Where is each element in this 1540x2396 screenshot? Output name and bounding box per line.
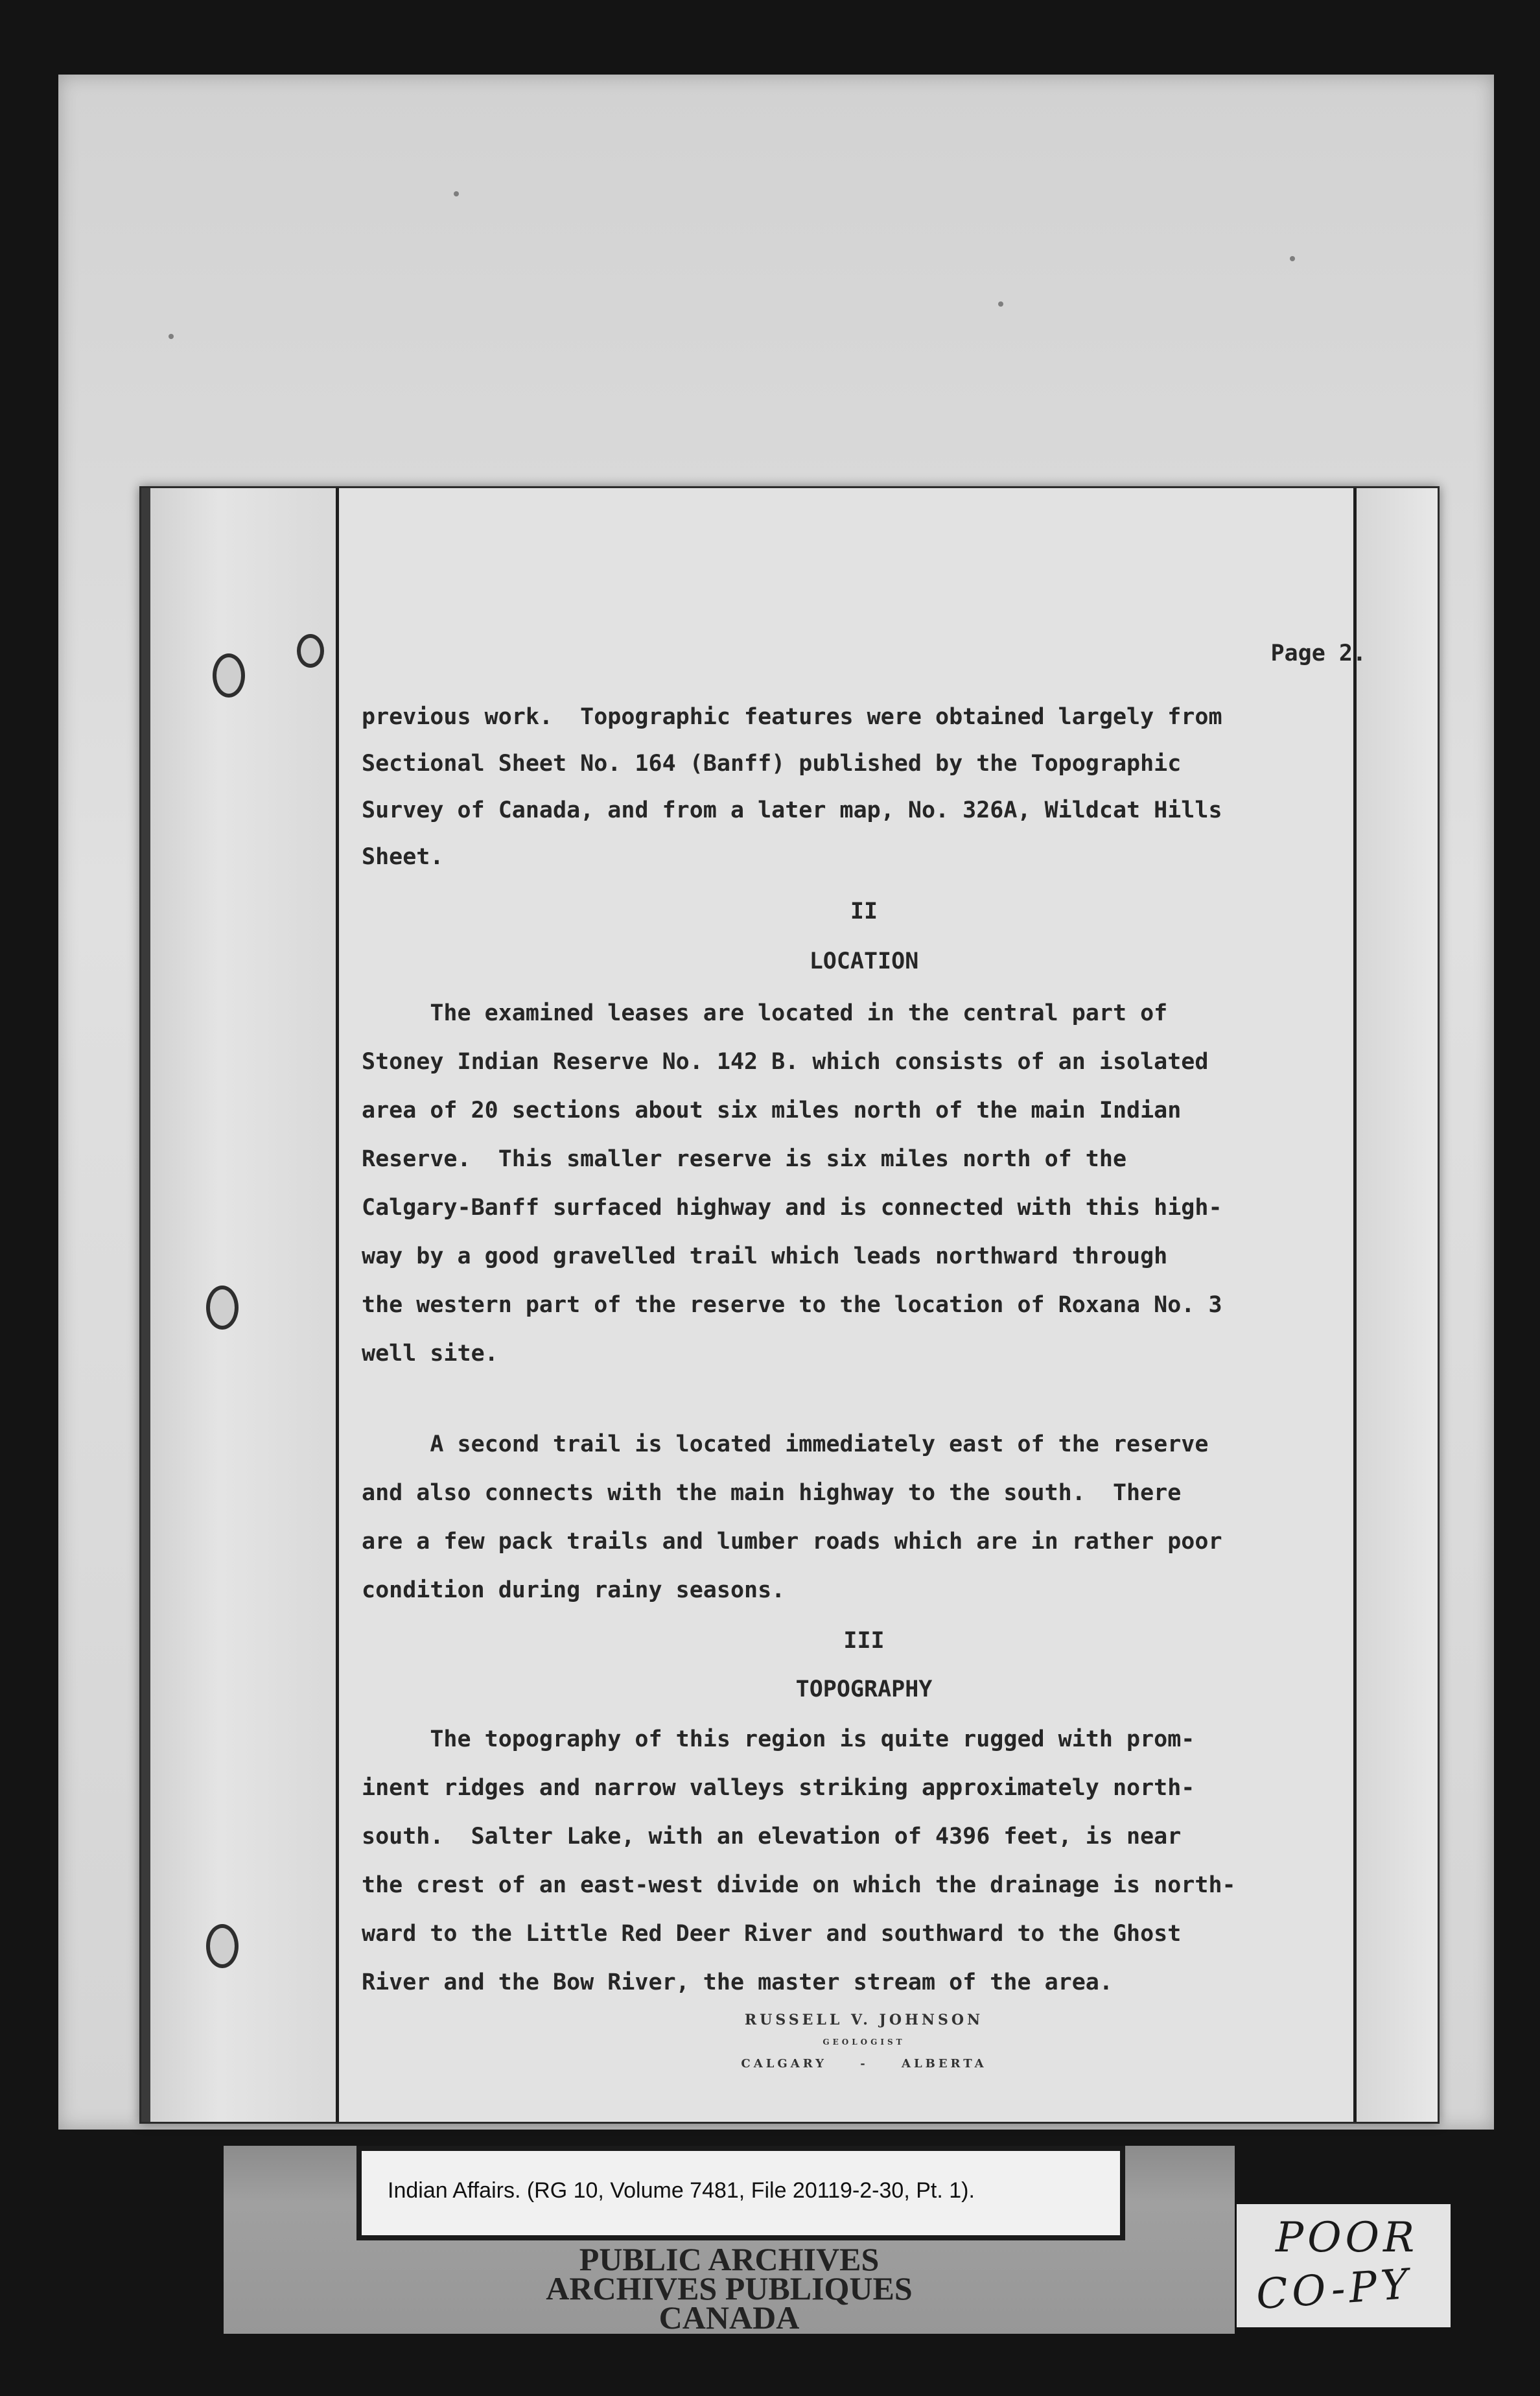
punch-hole [206, 1286, 239, 1330]
body-line: well site. [362, 1341, 498, 1367]
punch-hole [206, 1924, 239, 1968]
archive-stamp-line: ARCHIVES PUBLIQUES [546, 2270, 913, 2307]
section-heading: LOCATION [809, 948, 919, 974]
body-line: previous work. Topographic features were obtained largely from [362, 704, 1222, 730]
body-line: Calgary-Banff surfaced highway and is connected with this high- [362, 1195, 1222, 1221]
punch-hole [297, 634, 324, 668]
paper-speck [998, 301, 1003, 307]
body-line: the crest of an east-west divide on which the drainage is north- [362, 1872, 1236, 1898]
body-line: area of 20 sections about six miles north of the main Indian [362, 1098, 1182, 1123]
body-line: inent ridges and narrow valleys striking approximately north- [362, 1775, 1195, 1801]
body-line: condition during rainy seasons. [362, 1577, 786, 1603]
handwritten-note-line: POOR [1276, 2214, 1419, 2262]
body-line: Sheet. [362, 844, 444, 870]
section-heading: TOPOGRAPHY [795, 1676, 933, 1702]
letterhead-name: RUSSELL V. JOHNSON [744, 2012, 984, 2028]
body-line: way by a good gravelled trail which leads northward through [362, 1243, 1168, 1269]
handwritten-note-card [1237, 2204, 1451, 2327]
paper-speck [454, 191, 459, 196]
citation-text: Indian Affairs. (RG 10, Volume 7481, File 20119-2-30, Pt. 1). [388, 2178, 975, 2203]
section-numeral: III [843, 1628, 885, 1654]
archive-stamp-line: CANADA [659, 2299, 800, 2336]
letterhead-province: ALBERTA [902, 2057, 987, 2071]
archive-stamp-line: PUBLIC ARCHIVES [579, 2241, 880, 2277]
body-line: are a few pack trails and lumber roads which are in rather poor [362, 1529, 1222, 1555]
citation-card [356, 2146, 1125, 2240]
body-line: River and the Bow River, the master stream of the area. [362, 1969, 1113, 1995]
body-line: Stoney Indian Reserve No. 142 B. which consists of an isolated [362, 1049, 1209, 1075]
punch-hole [213, 653, 245, 698]
paper-speck [1290, 256, 1295, 261]
page-number: Page 2. [1270, 640, 1366, 666]
letterhead-city: CALGARY [741, 2057, 827, 2071]
section-numeral: II [850, 898, 878, 924]
body-line: and also connects with the main highway to the south. There [362, 1480, 1182, 1506]
letterhead-location [362, 2057, 1366, 2071]
typed-page [139, 486, 1440, 2124]
handwritten-note-line: CO-PY [1254, 2260, 1414, 2320]
body-line: ward to the Little Red Deer River and southward to the Ghost [362, 1921, 1182, 1947]
paper-speck [169, 334, 174, 339]
archive-label-band [224, 2146, 1235, 2334]
body-line: the western part of the reserve to the location of Roxana No. 3 [362, 1292, 1222, 1318]
letterhead-title: GEOLOGIST [822, 2038, 905, 2047]
body-line: A second trail is located immediately east of the reserve [362, 1431, 1209, 1457]
body-line: The examined leases are located in the central part of [362, 1000, 1168, 1026]
body-line: Sectional Sheet No. 164 (Banff) published by the Topographic [362, 751, 1182, 777]
binding-strip-left [141, 488, 339, 2122]
body-line: south. Salter Lake, with an elevation of 4396 feet, is near [362, 1824, 1182, 1850]
body-line: Survey of Canada, and from a later map, No. 326A, Wildcat Hills [362, 797, 1222, 823]
typed-text-area [362, 488, 1366, 2122]
letterhead-separator: - [860, 2057, 869, 2071]
body-line: Reserve. This smaller reserve is six miles north of the [362, 1146, 1127, 1172]
body-line: The topography of this region is quite rugged with prom- [362, 1726, 1195, 1752]
